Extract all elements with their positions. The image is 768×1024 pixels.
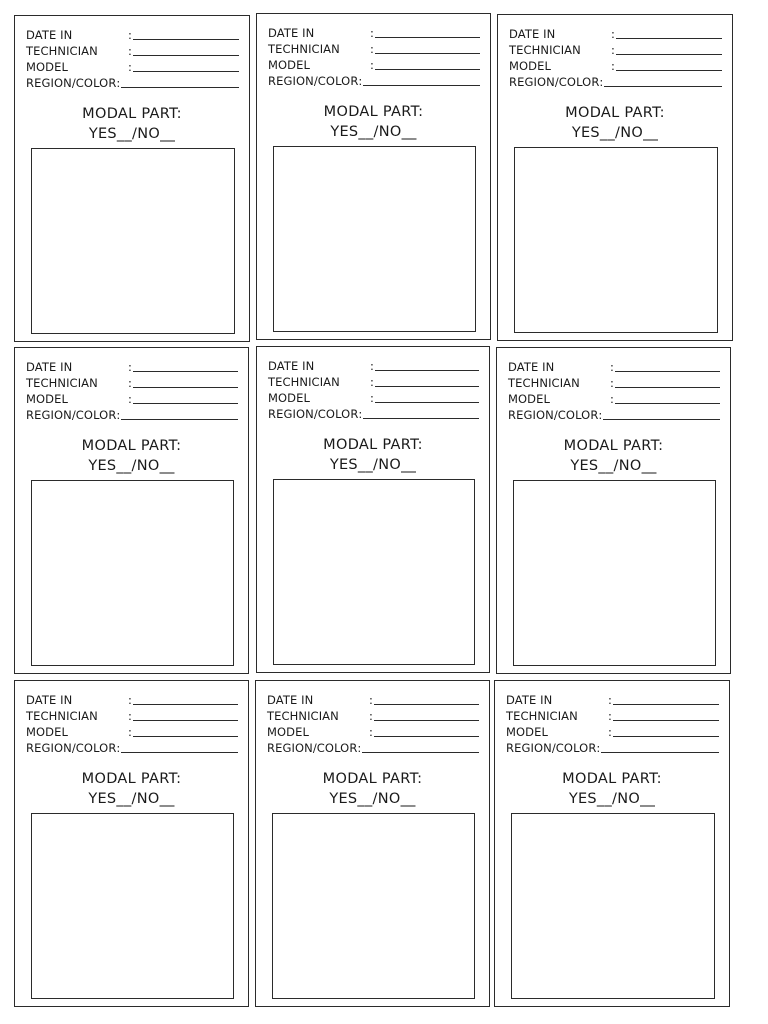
yes-no-choice[interactable]: YES__/NO__ — [571, 125, 659, 141]
technician-blank-line[interactable] — [133, 720, 238, 721]
model-label: MODEL — [509, 59, 552, 73]
yes-no-choice[interactable]: YES__/NO__ — [88, 458, 175, 474]
region-color-colon: : — [358, 74, 363, 88]
model-row — [267, 723, 479, 739]
date-in-row — [26, 691, 238, 707]
model-label: MODEL — [26, 725, 69, 739]
technician-colon: : — [610, 376, 614, 390]
model-row — [506, 723, 719, 739]
model-label: MODEL — [268, 391, 311, 405]
repair-card — [496, 347, 731, 674]
date-in-label: DATE IN — [509, 27, 556, 41]
model-label: MODEL — [508, 392, 551, 406]
region-color-row — [268, 72, 480, 88]
date-in-row — [268, 24, 480, 40]
technician-colon: : — [128, 376, 132, 390]
region-color-row — [508, 406, 720, 422]
date-in-label: DATE IN — [267, 693, 314, 707]
region-color-blank-line[interactable] — [363, 85, 480, 86]
region-color-row — [506, 739, 719, 755]
yes-no-choice[interactable]: YES__/NO__ — [568, 791, 656, 807]
region-color-colon: : — [116, 408, 121, 422]
region-color-blank-line[interactable] — [121, 752, 238, 753]
date-in-label: DATE IN — [508, 360, 555, 374]
technician-colon: : — [128, 44, 132, 58]
technician-row — [26, 707, 238, 723]
card-fields — [509, 25, 722, 89]
date-in-colon: : — [128, 28, 132, 42]
card-fields — [268, 357, 479, 421]
date-in-colon: : — [608, 693, 612, 707]
model-colon: : — [608, 725, 612, 739]
region-color-colon: : — [596, 741, 601, 755]
photo-box — [511, 813, 715, 999]
model-colon: : — [611, 59, 615, 73]
region-color-label: REGION/COLOR — [26, 408, 117, 422]
model-colon: : — [128, 392, 132, 406]
region-color-blank-line[interactable] — [362, 752, 479, 753]
technician-label: TECHNICIAN — [26, 709, 98, 723]
model-row — [509, 57, 722, 73]
modal-part-title: MODAL PART: — [82, 106, 182, 122]
model-label: MODEL — [26, 60, 69, 74]
region-color-label: REGION/COLOR — [506, 741, 597, 755]
technician-blank-line[interactable] — [374, 720, 479, 721]
region-color-row — [26, 406, 238, 422]
region-color-colon: : — [116, 741, 121, 755]
date-in-row — [268, 357, 479, 373]
model-blank-line[interactable] — [613, 736, 719, 737]
date-in-blank-line[interactable] — [615, 371, 720, 372]
date-in-blank-line[interactable] — [133, 39, 239, 40]
card-fields — [26, 358, 238, 422]
model-row — [508, 390, 720, 406]
yes-no-choice[interactable]: YES__/NO__ — [330, 124, 417, 140]
technician-row — [268, 40, 480, 56]
technician-label: TECHNICIAN — [268, 42, 340, 56]
card-fields — [267, 691, 479, 755]
technician-blank-line[interactable] — [613, 720, 719, 721]
card-fields — [268, 24, 480, 88]
region-color-blank-line[interactable] — [121, 87, 239, 88]
card-fields — [26, 26, 239, 90]
date-in-blank-line[interactable] — [613, 704, 719, 705]
technician-row — [509, 41, 722, 57]
model-colon: : — [128, 725, 132, 739]
date-in-colon: : — [128, 693, 132, 707]
repair-card — [497, 14, 733, 341]
region-color-row — [267, 739, 479, 755]
date-in-colon: : — [128, 360, 132, 374]
photo-box — [272, 813, 475, 999]
region-color-colon: : — [358, 407, 363, 421]
date-in-colon: : — [369, 693, 373, 707]
region-color-row — [268, 405, 479, 421]
repair-card — [256, 13, 491, 340]
region-color-blank-line[interactable] — [121, 419, 238, 420]
date-in-row — [506, 691, 719, 707]
model-blank-line[interactable] — [133, 736, 238, 737]
repair-card — [256, 346, 490, 673]
yes-no-choice[interactable]: YES__/NO__ — [570, 458, 657, 474]
technician-blank-line[interactable] — [133, 387, 238, 388]
date-in-blank-line[interactable] — [374, 704, 479, 705]
region-color-colon: : — [116, 76, 121, 90]
technician-colon: : — [128, 709, 132, 723]
technician-row — [26, 374, 238, 390]
date-in-blank-line[interactable] — [133, 704, 238, 705]
region-color-label: REGION/COLOR — [267, 741, 358, 755]
technician-label: TECHNICIAN — [506, 709, 578, 723]
model-blank-line[interactable] — [375, 69, 480, 70]
region-color-label: REGION/COLOR — [268, 407, 359, 421]
technician-label: TECHNICIAN — [509, 43, 581, 57]
region-color-row — [26, 74, 239, 90]
model-colon: : — [370, 58, 374, 72]
repair-card — [14, 347, 249, 674]
yes-no-choice[interactable]: YES__/NO__ — [88, 791, 175, 807]
model-row — [268, 389, 479, 405]
technician-label: TECHNICIAN — [508, 376, 580, 390]
date-in-colon: : — [370, 359, 374, 373]
date-in-label: DATE IN — [268, 26, 315, 40]
modal-part-title: MODAL PART: — [565, 105, 665, 121]
technician-label: TECHNICIAN — [26, 376, 98, 390]
yes-no-choice[interactable]: YES__/NO__ — [329, 457, 417, 473]
technician-blank-line[interactable] — [375, 53, 480, 54]
model-colon: : — [369, 725, 373, 739]
region-color-colon: : — [598, 408, 603, 422]
technician-row — [506, 707, 719, 723]
photo-box — [31, 813, 234, 999]
repair-card — [494, 680, 730, 1007]
modal-part-title: MODAL PART: — [562, 771, 662, 787]
model-colon: : — [610, 392, 614, 406]
model-blank-line[interactable] — [374, 736, 479, 737]
date-in-blank-line[interactable] — [133, 371, 238, 372]
yes-no-choice[interactable]: YES__/NO__ — [88, 126, 176, 142]
model-colon: : — [370, 391, 374, 405]
technician-row — [267, 707, 479, 723]
modal-part-title: MODAL PART: — [323, 104, 424, 120]
region-color-row — [26, 739, 238, 755]
technician-colon: : — [370, 42, 374, 56]
date-in-row — [509, 25, 722, 41]
model-blank-line[interactable] — [133, 403, 238, 404]
modal-part-title: MODAL PART: — [322, 771, 423, 787]
photo-box — [31, 148, 235, 334]
date-in-label: DATE IN — [268, 359, 315, 373]
region-color-label: REGION/COLOR — [26, 76, 117, 90]
region-color-label: REGION/COLOR — [509, 75, 600, 89]
model-row — [268, 56, 480, 72]
region-color-blank-line[interactable] — [603, 419, 720, 420]
technician-colon: : — [608, 709, 612, 723]
modal-part-title: MODAL PART: — [81, 771, 182, 787]
model-row — [26, 390, 238, 406]
card-fields — [506, 691, 719, 755]
model-colon: : — [128, 60, 132, 74]
model-label: MODEL — [26, 392, 69, 406]
modal-part-title: MODAL PART: — [323, 437, 423, 453]
date-in-row — [26, 26, 239, 42]
technician-row — [26, 42, 239, 58]
model-label: MODEL — [267, 725, 310, 739]
card-fields — [26, 691, 238, 755]
date-in-blank-line[interactable] — [616, 38, 722, 39]
model-blank-line[interactable] — [133, 71, 239, 72]
photo-box — [513, 480, 716, 666]
model-blank-line[interactable] — [616, 70, 722, 71]
date-in-label: DATE IN — [26, 28, 73, 42]
technician-blank-line[interactable] — [133, 55, 239, 56]
technician-label: TECHNICIAN — [268, 375, 340, 389]
region-color-row — [509, 73, 722, 89]
photo-box — [273, 479, 475, 665]
region-color-blank-line[interactable] — [601, 752, 719, 753]
date-in-colon: : — [610, 360, 614, 374]
model-label: MODEL — [506, 725, 549, 739]
repair-card — [255, 680, 490, 1007]
technician-colon: : — [370, 375, 374, 389]
date-in-row — [508, 358, 720, 374]
technician-blank-line[interactable] — [615, 387, 720, 388]
region-color-blank-line[interactable] — [604, 86, 722, 87]
date-in-label: DATE IN — [506, 693, 553, 707]
repair-card — [14, 15, 250, 342]
technician-label: TECHNICIAN — [267, 709, 339, 723]
date-in-colon: : — [370, 26, 374, 40]
model-label: MODEL — [268, 58, 311, 72]
model-blank-line[interactable] — [615, 403, 720, 404]
date-in-label: DATE IN — [26, 693, 73, 707]
modal-part-title: MODAL PART: — [563, 438, 664, 454]
date-in-label: DATE IN — [26, 360, 73, 374]
date-in-row — [26, 358, 238, 374]
region-color-colon: : — [357, 741, 362, 755]
date-in-colon: : — [611, 27, 615, 41]
technician-label: TECHNICIAN — [26, 44, 98, 58]
modal-part-title: MODAL PART: — [81, 438, 182, 454]
technician-colon: : — [611, 43, 615, 57]
region-color-blank-line[interactable] — [363, 418, 479, 419]
technician-blank-line[interactable] — [616, 54, 722, 55]
region-color-label: REGION/COLOR — [268, 74, 359, 88]
model-blank-line[interactable] — [375, 402, 479, 403]
date-in-blank-line[interactable] — [375, 370, 479, 371]
region-color-label: REGION/COLOR — [26, 741, 117, 755]
photo-box — [31, 480, 234, 666]
model-row — [26, 723, 238, 739]
date-in-row — [267, 691, 479, 707]
repair-card — [14, 680, 249, 1007]
technician-colon: : — [369, 709, 373, 723]
yes-no-choice[interactable]: YES__/NO__ — [329, 791, 416, 807]
card-fields — [508, 358, 720, 422]
model-row — [26, 58, 239, 74]
photo-box — [273, 146, 476, 332]
technician-row — [508, 374, 720, 390]
region-color-label: REGION/COLOR — [508, 408, 599, 422]
date-in-blank-line[interactable] — [375, 37, 480, 38]
technician-blank-line[interactable] — [375, 386, 479, 387]
region-color-colon: : — [599, 75, 604, 89]
photo-box — [514, 147, 718, 333]
technician-row — [268, 373, 479, 389]
